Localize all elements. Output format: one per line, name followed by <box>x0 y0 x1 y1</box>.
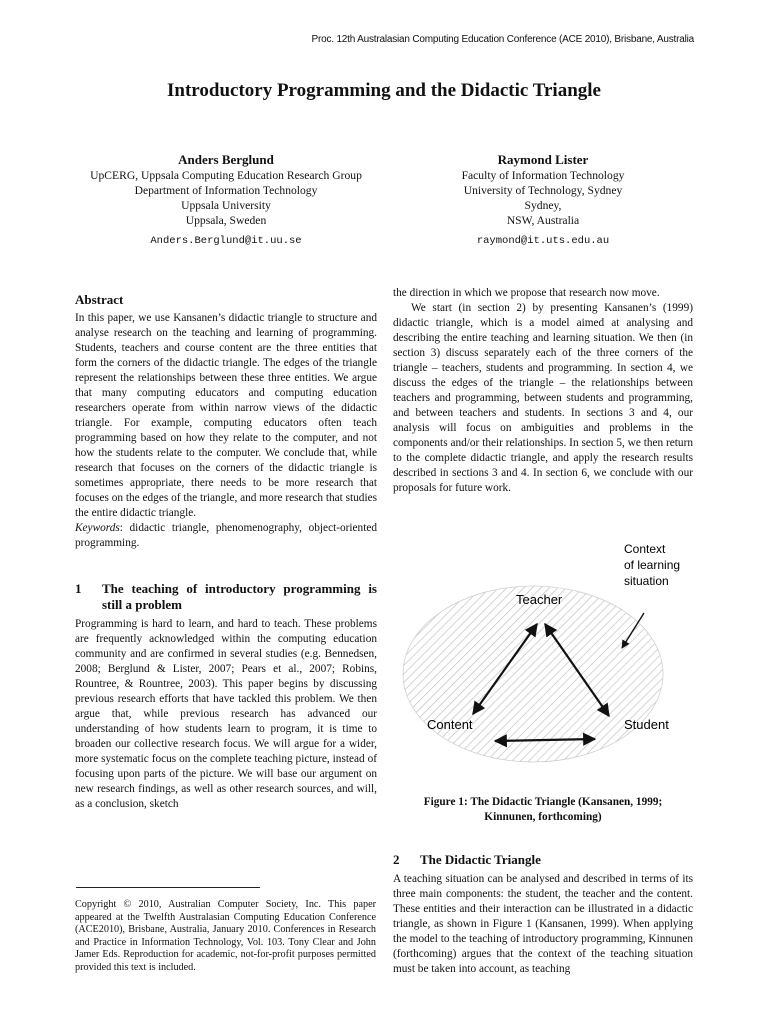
section-2-heading <box>393 852 693 868</box>
left-column <box>75 292 377 812</box>
context-label: situation <box>624 574 669 588</box>
author-affiliation: University of Technology, Sydney <box>463 184 623 197</box>
author-affiliation: NSW, Australia <box>506 214 580 227</box>
author-affiliation: Sydney, <box>524 199 562 212</box>
didactic-triangle-figure <box>395 538 695 778</box>
footnote-divider <box>76 887 260 888</box>
keywords-text: : didactic triangle, phenomenography, object-oriented programming. <box>75 522 377 549</box>
author-name: Raymond Lister <box>497 152 589 167</box>
section-1-heading <box>75 581 377 613</box>
abstract-heading: Abstract <box>75 292 124 307</box>
caption-line: Figure 1: The Didactic Triangle (Kansanen, 1999; <box>423 796 663 808</box>
student-label: Student <box>624 717 669 732</box>
author-affiliation: Faculty of Information Technology <box>461 169 625 182</box>
author-block-1 <box>62 152 390 249</box>
paper-title: Introductory Programming and the Didactic Triangle <box>167 80 601 101</box>
caption-line: Kinnunen, forthcoming) <box>484 811 602 823</box>
paragraph: We start (in section 2) by presenting Kansanen’s (1999) didactic triangle, which is a model aimed at analysing and describing the entire teaching and learning situation. We then (in section 3) discuss separately each of the three corners of the triangle – teachers, students and programming. In section 4, we discuss the edges of the triangle – the relationships between teachers and programming, between students and programming, and between teachers and students. In sections 3 and 4, our analysis will focus on ambiguities and problems in the components and/or their relationships. In section 5, we then return to the complete didactic triangle, and apply the research results described in sections 3 and 4. In section 6, we conclude with our proposals for future work. <box>393 302 693 494</box>
section-2 <box>393 852 693 977</box>
author-block-2 <box>389 152 697 249</box>
author-email[interactable]: Anders.Berglund@it.uu.se <box>150 235 302 247</box>
context-label: Context <box>624 542 666 556</box>
keywords <box>75 521 377 551</box>
figure-caption <box>393 795 693 825</box>
author-name: Anders Berglund <box>178 152 274 167</box>
author-affiliation: Uppsala, Sweden <box>185 214 267 227</box>
teacher-label: Teacher <box>516 592 563 607</box>
right-column <box>393 286 693 496</box>
content-label: Content <box>427 717 473 732</box>
section-2-text: A teaching situation can be analysed and described in terms of its three main components: the student, the teacher and the content. These entities and their interaction can be illustrated in a didactic triangle, as shown in Figure 1 (Kansanen, 1999). When applying the model to the teaching of introductory programming, Kinnunen (forthcoming) argues that the context of the teaching situation must be taken into account, as teaching <box>393 873 693 975</box>
context-label: of learning <box>624 558 681 572</box>
section-number: 2 <box>393 852 400 867</box>
author-affiliation: UpCERG, Uppsala Computing Education Research Group <box>90 169 362 182</box>
copyright-footnote: Copyright © 2010, Australian Computer Society, Inc. This paper appeared at the Twelfth Australasian Computing Education Conference (ACE2010), Brisbane, Australia, January 2010. Conferences in Research and Practice in Information Technology, Vol. 103. Tony Clear and John Jamer Eds. Reproduction for academic, not-for-profit purposes permitted provided this text is included. <box>75 899 376 973</box>
abstract-text: In this paper, we use Kansanen’s didactic triangle to structure and analyse research on the teaching and learning of programming. Students, teachers and course content are the three entities that form the corners of the didactic triangle. The edges of the triangle represent the relationships between these three entities. We argue that many computing educators and computing education researchers operate from within narrow views of the didactic triangle. For example, computing educators often teach programming based on how they relate to the computer, and not how the students relate to the computer. We conclude that, while research that focuses on the corners of the didactic triangle is sometimes appropriate, there needs to be more research that focuses on the edges of the triangle, and more research that studies the entire didactic triangle. <box>75 312 377 519</box>
section-1-text: Programming is hard to learn, and hard to teach. These problems are frequently acknowledged within the computing education community and are confirmed in several studies (e.g. Bennedsen, 2008; Berglund & Lister, 2007; Pears et al., 2007; Robins, Rountree, & Rountree, 2003). This paper begins by discussing previous research efforts that have tackled this problem. We then argue that, while previous research has advanced our understanding of how students learn to program, it is time to broaden our collective research focus. We will argue for a wider, more systematic focus on the complete teaching picture, instead of focusing upon parts of the picture. We will base our argument on new research findings, as well as other research sources, and will, as a conclusion, sketch <box>75 618 377 810</box>
author-affiliation: Uppsala University <box>181 199 271 212</box>
keywords-label: Keywords <box>75 522 120 534</box>
section-title: The teaching of introductory programming is still a problem <box>102 581 377 612</box>
context-ellipse <box>403 586 663 762</box>
paragraph: the direction in which we propose that research now move. <box>393 287 660 299</box>
section-title: The Didactic Triangle <box>420 852 541 867</box>
running-header: Proc. 12th Australasian Computing Education Conference (ACE 2010), Brisbane, Australia <box>311 34 694 45</box>
author-affiliation: Department of Information Technology <box>134 184 318 197</box>
author-email[interactable]: raymond@it.uts.edu.au <box>476 235 610 247</box>
section-number: 1 <box>75 581 82 596</box>
